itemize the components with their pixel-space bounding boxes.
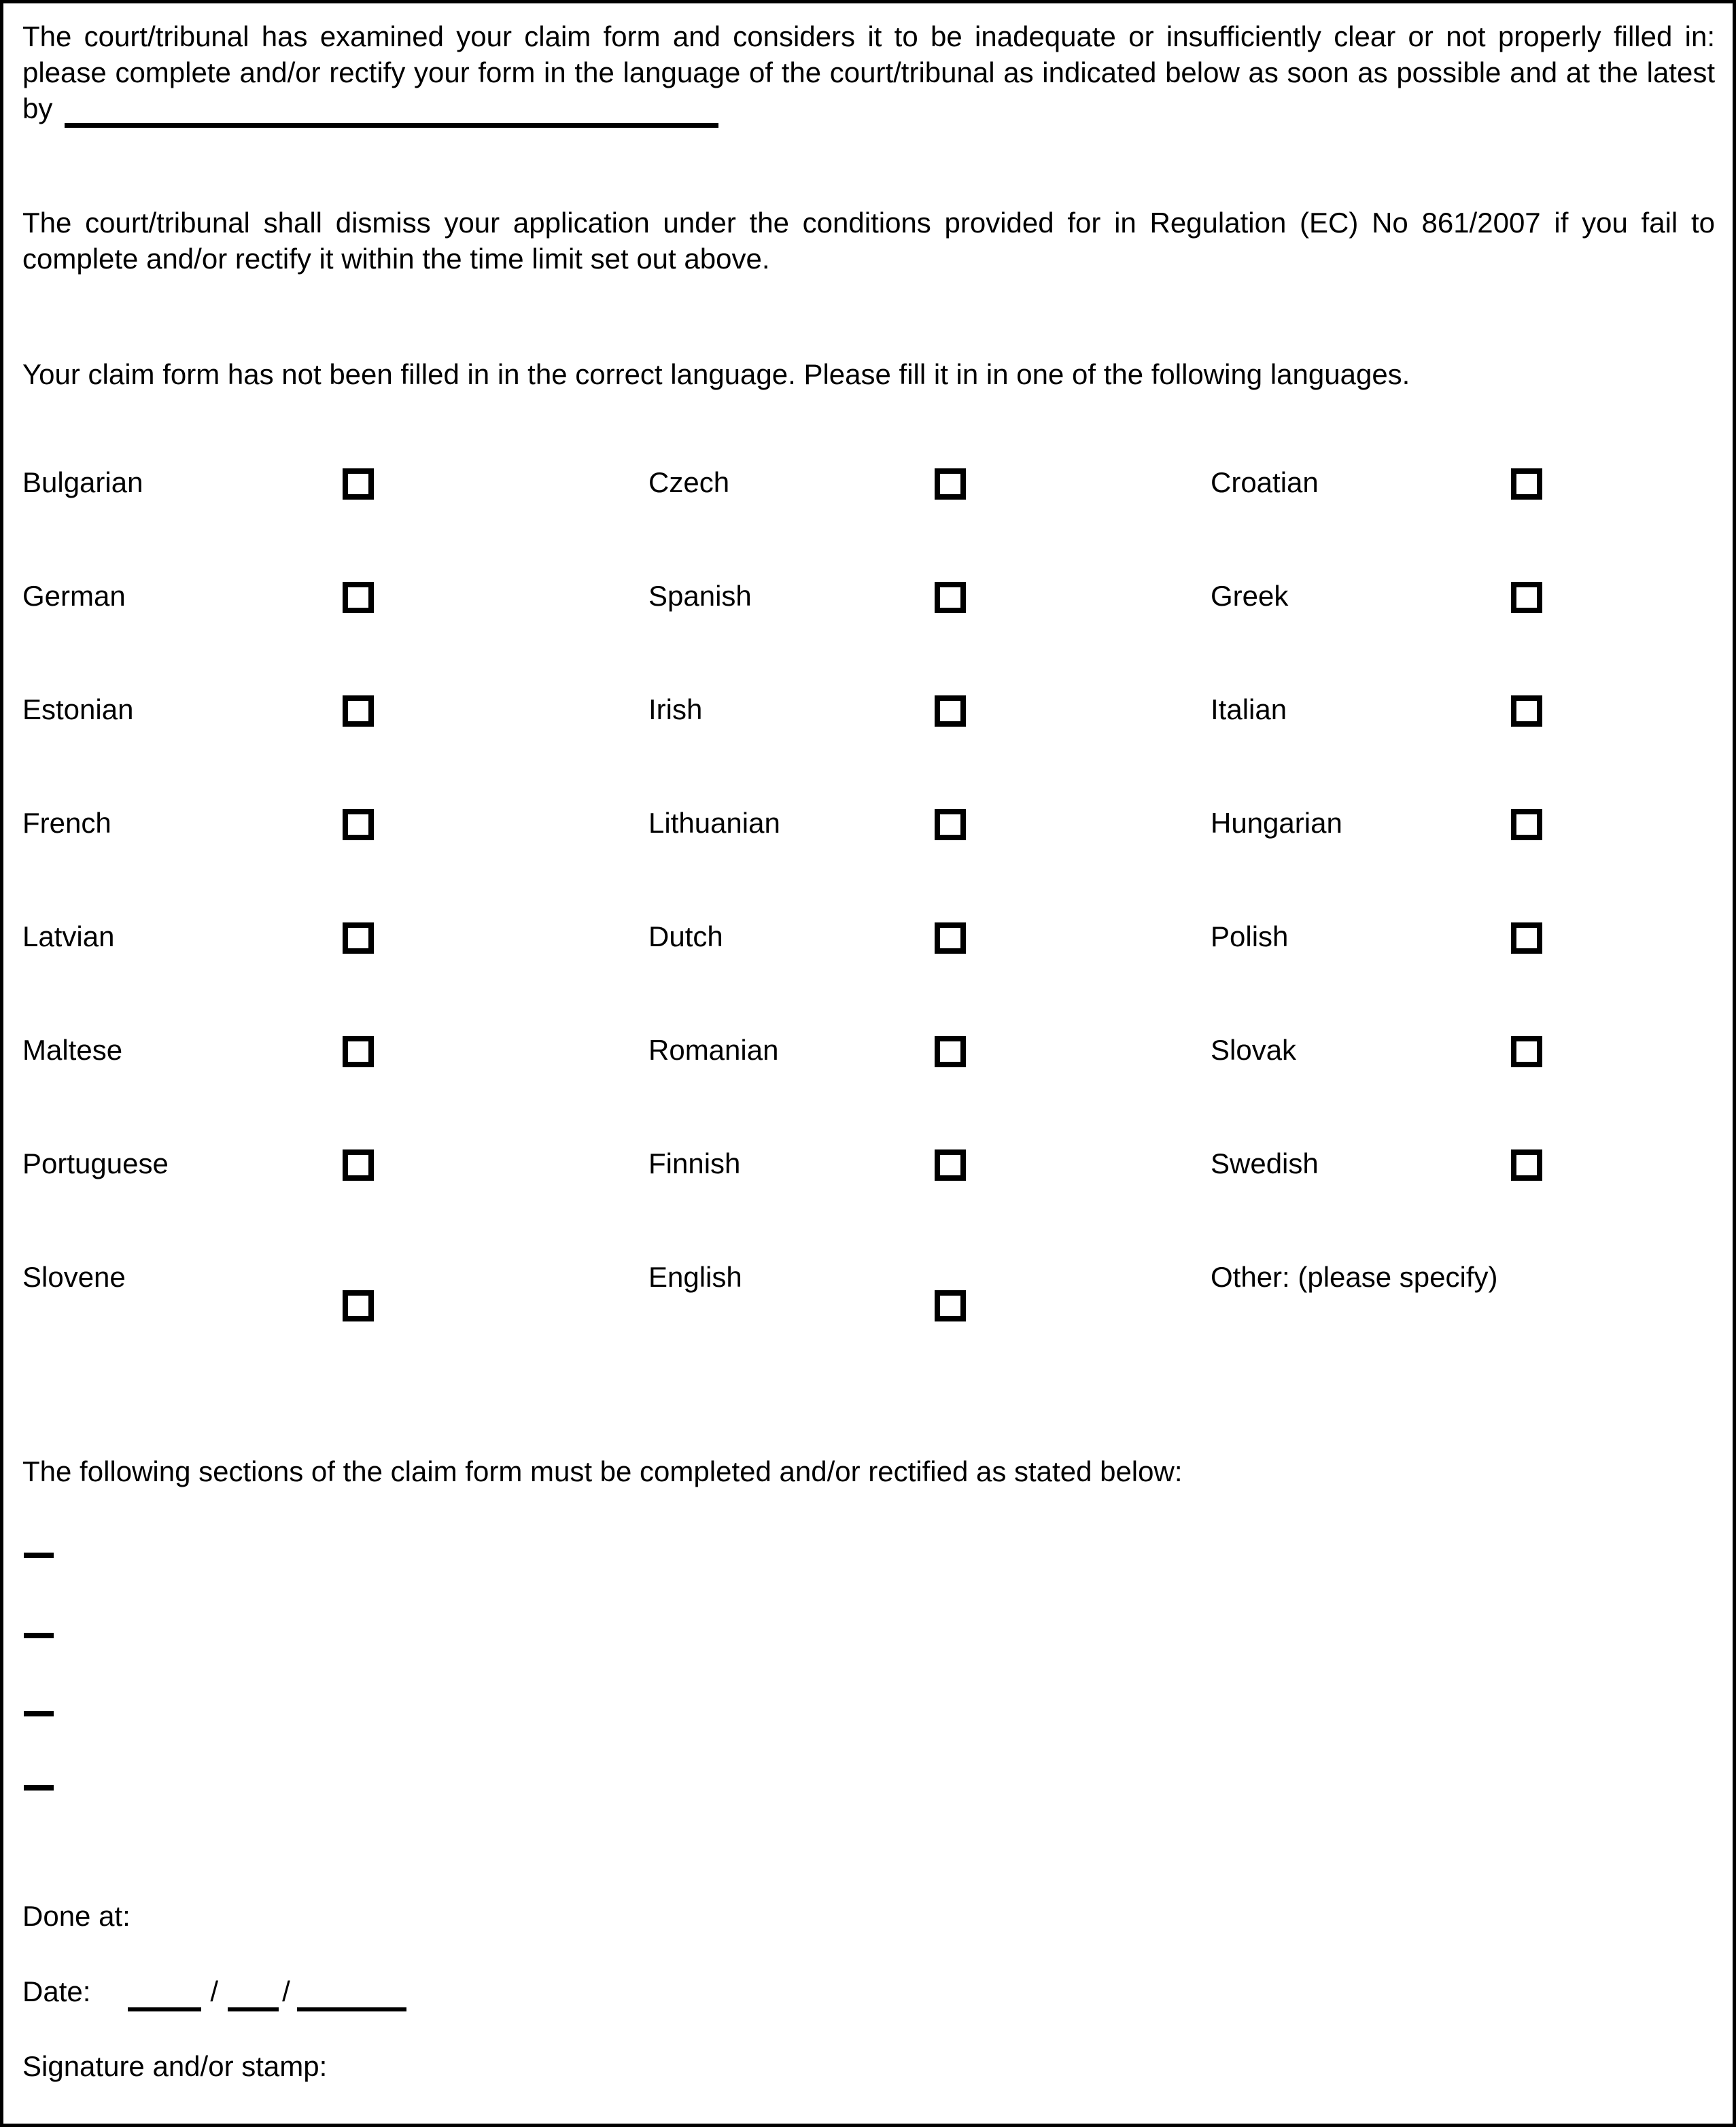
paragraph-deadline-text: The court/tribunal has examined your claim form and considers it to be inadequate or insufficiently clear or not properly filled in: please complete and/or rectify your form in the language of the court/tribunal as indicated below as soon as possible and at the latest by: [22, 20, 1715, 124]
date-separator-1: /: [210, 1975, 219, 2007]
language-label-romanian: Romanian: [648, 1034, 779, 1066]
language-row: [22, 464, 1715, 578]
date-year-field[interactable]: [297, 1999, 406, 2011]
checkbox-irish[interactable]: [935, 695, 966, 727]
paragraph-deadline: [22, 18, 1715, 126]
sections-heading: The following sections of the claim form must be completed and/or rectified as stated below:: [22, 1455, 1183, 1487]
language-label-german: German: [22, 580, 126, 612]
paragraph-language-instruction: Your claim form has not been filled in in the correct language. Please fill it in in one of the following languages.: [22, 358, 1410, 390]
done-at-label: Done at:: [22, 1900, 131, 1932]
checkbox-portuguese[interactable]: [343, 1149, 374, 1181]
language-row: [22, 1145, 1715, 1259]
checkbox-estonian[interactable]: [343, 695, 374, 727]
language-row: [22, 918, 1715, 1032]
checkbox-maltese[interactable]: [343, 1036, 374, 1067]
checkbox-croatian[interactable]: [1511, 468, 1542, 500]
checkbox-bulgarian[interactable]: [343, 468, 374, 500]
date-label: Date:: [22, 1975, 91, 2007]
language-label-swedish: Swedish: [1211, 1147, 1319, 1179]
language-label-czech: Czech: [648, 466, 730, 498]
checkbox-french[interactable]: [343, 809, 374, 840]
language-label-bulgarian: Bulgarian: [22, 466, 143, 498]
deadline-blank-field[interactable]: [65, 115, 718, 128]
checkbox-hungarian[interactable]: [1511, 809, 1542, 840]
checkbox-polish[interactable]: [1511, 922, 1542, 954]
language-label-latvian: Latvian: [22, 920, 115, 952]
language-row: [22, 691, 1715, 805]
language-label-maltese: Maltese: [22, 1034, 123, 1066]
language-row: [22, 1032, 1715, 1145]
date-month-field[interactable]: [228, 1999, 279, 2011]
signature-label: Signature and/or stamp:: [22, 2050, 328, 2082]
checkbox-slovak[interactable]: [1511, 1036, 1542, 1067]
checkbox-italian[interactable]: [1511, 695, 1542, 727]
language-label-french: French: [22, 807, 111, 839]
rectify-line-dash-3: [24, 1711, 54, 1716]
language-label-italian: Italian: [1211, 693, 1287, 725]
language-label-croatian: Croatian: [1211, 466, 1319, 498]
checkbox-finnish[interactable]: [935, 1149, 966, 1181]
checkbox-greek[interactable]: [1511, 582, 1542, 613]
language-label-spanish: Spanish: [648, 580, 752, 612]
language-label-greek: Greek: [1211, 580, 1289, 612]
checkbox-dutch[interactable]: [935, 922, 966, 954]
language-label-hungarian: Hungarian: [1211, 807, 1342, 839]
language-row: [22, 805, 1715, 918]
language-row: [22, 578, 1715, 691]
checkbox-lithuanian[interactable]: [935, 809, 966, 840]
date-separator-2: /: [282, 1975, 290, 2007]
checkbox-english[interactable]: [935, 1290, 966, 1321]
language-label-lithuanian: Lithuanian: [648, 807, 780, 839]
checkbox-swedish[interactable]: [1511, 1149, 1542, 1181]
language-label-dutch: Dutch: [648, 920, 723, 952]
language-label-estonian: Estonian: [22, 693, 134, 725]
language-label-english: English: [648, 1261, 742, 1293]
language-label-irish: Irish: [648, 693, 703, 725]
language-label-slovak: Slovak: [1211, 1034, 1297, 1066]
language-label-other-please-specify: Other: (please specify): [1211, 1261, 1498, 1293]
language-label-polish: Polish: [1211, 920, 1289, 952]
date-day-field[interactable]: [128, 1999, 201, 2011]
rectify-line-dash-2: [24, 1633, 54, 1638]
language-label-slovene: Slovene: [22, 1261, 126, 1293]
checkbox-german[interactable]: [343, 582, 374, 613]
language-label-portuguese: Portuguese: [22, 1147, 169, 1179]
checkbox-slovene[interactable]: [343, 1290, 374, 1321]
date-line: [22, 1973, 406, 2009]
language-label-finnish: Finnish: [648, 1147, 741, 1179]
checkbox-romanian[interactable]: [935, 1036, 966, 1067]
checkbox-latvian[interactable]: [343, 922, 374, 954]
rectify-line-dash-1: [24, 1553, 54, 1558]
rectify-line-dash-4: [24, 1785, 54, 1791]
language-grid: [22, 464, 1715, 1372]
checkbox-czech[interactable]: [935, 468, 966, 500]
paragraph-dismissal: The court/tribunal shall dismiss your application under the conditions provided for in Regulation (EC) No 861/2007 if you fail to complete and/or rectify it within the time limit set out above.: [22, 207, 1715, 275]
checkbox-spanish[interactable]: [935, 582, 966, 613]
language-row: [22, 1259, 1715, 1372]
